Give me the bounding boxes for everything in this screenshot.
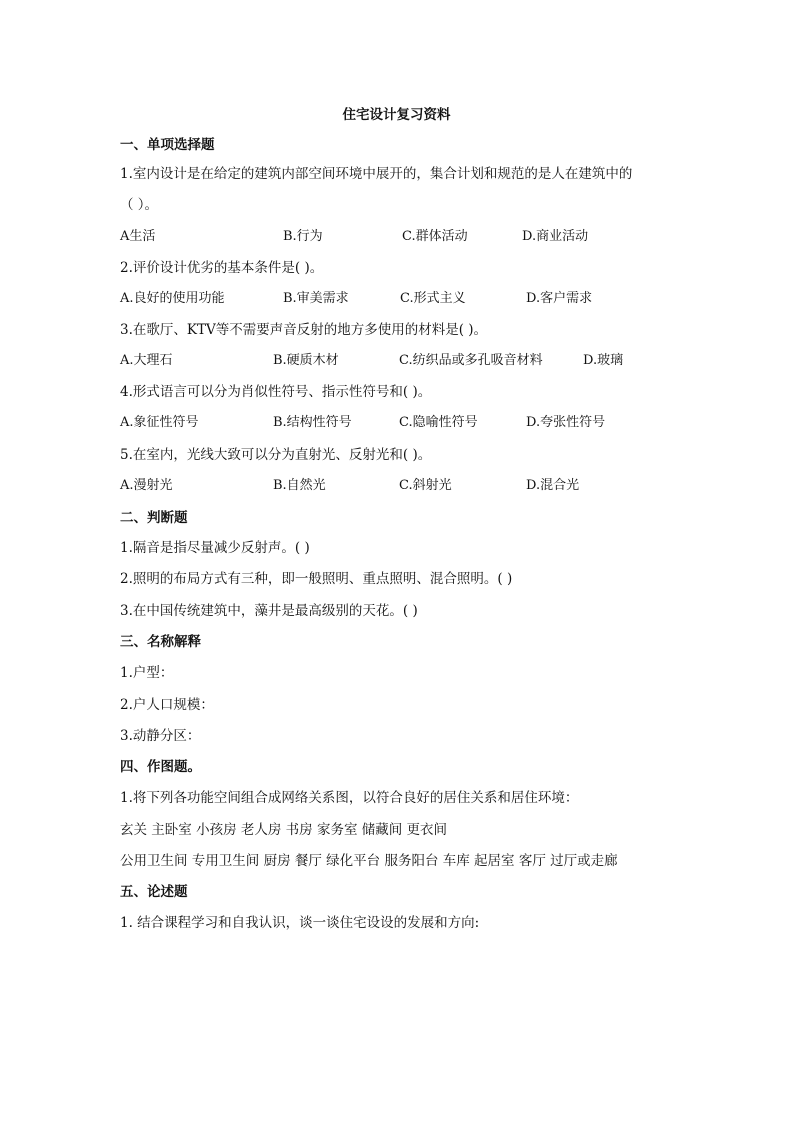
mc-question-3: 3.在歌厅、KTV等不需要声音反射的地方多使用的材料是( )。 [120,322,488,338]
option-c: C.斜射光 [399,478,452,493]
essay-question-1: 1. 结合课程学习和自我认识，谈一谈住宅设设的发展和方向: [120,915,480,931]
mc-question-4-options [0,413,793,433]
option-d: D.客户需求 [526,291,593,306]
room-list-line-2: 公用卫生间 专用卫生间 厨房 餐厅 绿化平台 服务阳台 车库 起居室 客厅 过厅或走廊 [120,853,618,869]
term-3: 3.动静分区： [120,728,201,744]
option-d: D.商业活动 [522,229,589,244]
tf-question-1: 1.隔音是指尽量减少反射声。( ) [120,540,310,556]
section-heading-essay: 五、论述题 [120,884,188,900]
mc-question-4: 4.形式语言可以分为肖似性符号、指示性符号和( )。 [120,384,432,400]
drawing-question-1: 1.将下列各功能空间组合成网络关系图，以符合良好的居住关系和居住环境： [120,790,579,806]
option-a: A.象征性符号 [120,415,199,430]
option-b: B.审美需求 [283,291,349,306]
section-heading-drawing: 四、作图题。 [120,759,201,775]
option-a: A.大理石 [120,353,173,368]
option-b: B.硬质木材 [273,353,339,368]
term-1: 1.户型： [120,665,174,681]
mc-question-2-options [0,289,793,309]
option-c: C.群体活动 [402,229,468,244]
tf-question-2: 2.照明的布局方式有三种，即一般照明、重点照明、混合照明。( ) [120,571,513,587]
option-c: C.隐喻性符号 [399,415,478,430]
option-d: D.混合光 [526,478,580,493]
option-b: B.自然光 [273,478,326,493]
mc-question-2: 2.评价设计优劣的基本条件是( )。 [120,260,324,276]
mc-question-5-options [0,476,793,496]
option-d: D.玻璃 [583,353,624,368]
option-c: C.纺织品或多孔吸音材料 [399,353,543,368]
room-list-line-1: 玄关 主卧室 小孩房 老人房 书房 家务室 储藏间 更衣间 [120,822,448,838]
option-b: B.结构性符号 [273,415,352,430]
term-2: 2.户人口规模： [120,697,214,713]
tf-question-3: 3.在中国传统建筑中，藻井是最高级别的天花。( ) [120,603,418,619]
option-a: A.漫射光 [120,478,173,493]
mc-question-3-options [0,351,793,371]
section-heading-multiple-choice: 一、单项选择题 [120,137,215,153]
option-d: D.夸张性符号 [526,415,606,430]
mc-question-1-line-2: （ ）。 [120,197,159,213]
option-a: A生活 [120,229,156,244]
option-b: B.行为 [283,229,323,244]
section-heading-true-false: 二、判断题 [120,510,188,526]
section-heading-terms: 三、名称解释 [120,634,201,650]
option-a: A.良好的使用功能 [120,291,225,306]
mc-question-5: 5.在室内，光线大致可以分为直射光、反射光和( )。 [120,447,432,463]
document-title: 住宅设计复习资料 [342,107,451,123]
option-c: C.形式主义 [400,291,466,306]
mc-question-1-line-1: 1.室内设计是在给定的建筑内部空间环境中展开的，集合计划和规范的是人在建筑中的 [120,166,633,182]
mc-question-1-options [0,227,793,247]
